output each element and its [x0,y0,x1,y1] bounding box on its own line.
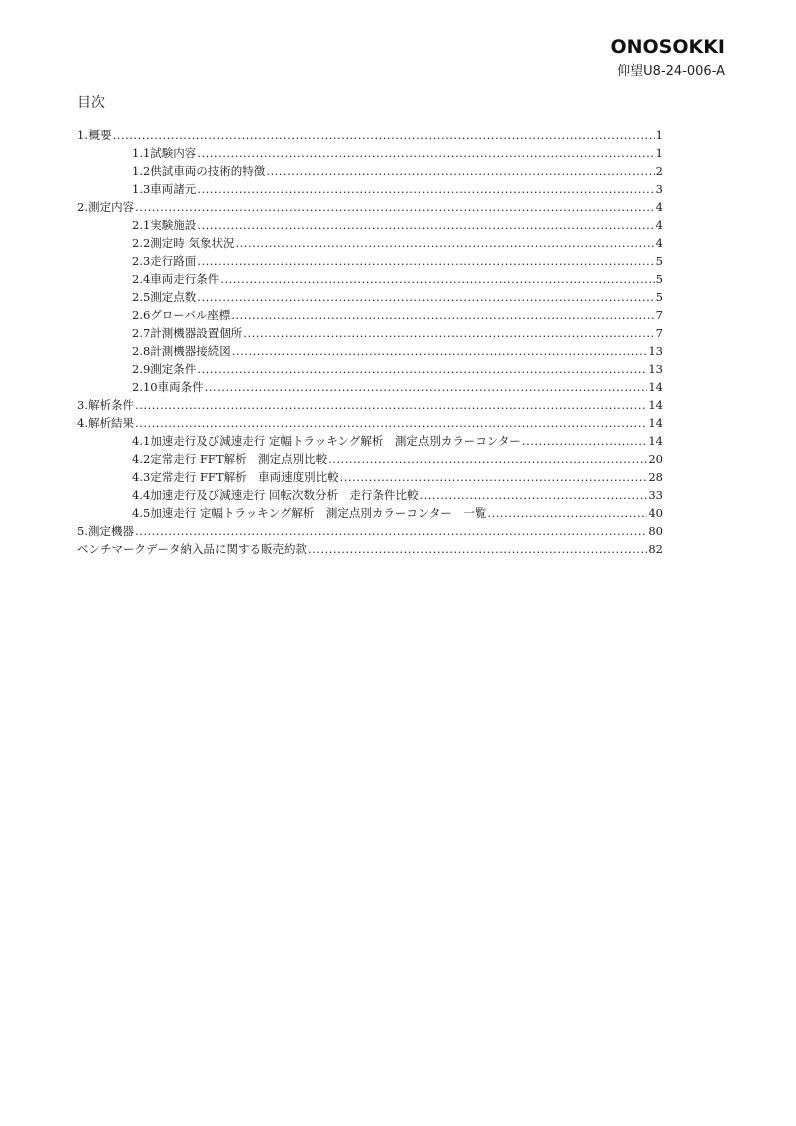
toc-entry-title: ベンチマークデータ納入品に関する販売約款 [77,542,307,556]
toc-entry-page: 4 [655,236,663,250]
toc-entry[interactable] [77,306,663,324]
toc-entry-title: 計測機器接続図 [150,344,231,358]
toc-entry-number: 2.1 [132,218,151,232]
company-logo: ONOSOKKI [610,36,725,58]
toc-entry-page: 4 [655,218,663,232]
toc-entry[interactable] [77,504,663,522]
toc-entry-page: 3 [655,182,663,196]
toc-entry-page: 1 [655,128,663,142]
toc-dot-leader [308,540,647,558]
toc-entry-title: 加速走行及び減速走行 定幅トラッキング解析 測定点別カラーコンター [150,434,521,448]
toc-entry[interactable] [77,486,663,504]
toc-entry[interactable] [77,144,663,162]
toc-entry[interactable] [77,288,663,306]
toc-entry[interactable] [77,522,663,540]
toc-entry-page: 14 [648,434,663,448]
toc-entry[interactable] [77,450,663,468]
toc-entry[interactable] [77,540,663,558]
toc-entry-number: 2.7 [132,326,151,340]
toc-entry[interactable] [77,180,663,198]
toc-entry-number: 1.3 [132,182,151,196]
toc-entry-title: 実験施設 [150,218,197,232]
toc-entry-page: 14 [648,380,663,394]
toc-entry-title: グローバル座標 [150,308,231,322]
toc-entry-title: 加速走行 定幅トラッキング解析 測定点別カラーコンター 一覧 [150,506,487,520]
toc-entry-page: 7 [655,326,663,340]
toc-entry-title: 加速走行及び減速走行 回転次数分析 走行条件比較 [150,488,419,502]
toc-entry-number: 4.2 [132,452,151,466]
toc-entry-title: 測定点数 [150,290,197,304]
toc-entry-title: 定常走行 FFT解析 測定点別比較 [150,452,328,466]
toc-dot-leader [197,288,654,306]
toc-dot-leader [197,144,654,162]
toc-entry-title: 車両条件 [157,380,204,394]
toc-entry-page: 2 [655,164,663,178]
toc-dot-leader [135,396,647,414]
toc-dot-leader [135,414,647,432]
toc-entry-title: 測定機器 [88,524,135,538]
toc-dot-leader [243,324,654,342]
toc-entry-title: 走行路面 [150,254,197,268]
toc-entry-number: 1.2 [132,164,151,178]
toc-entry[interactable] [77,360,663,378]
toc-entry-page: 20 [648,452,663,466]
toc-entry[interactable] [77,414,663,432]
toc-entry[interactable] [77,216,663,234]
toc-dot-leader [487,504,647,522]
toc-dot-leader [197,180,654,198]
toc-dot-leader [266,162,654,180]
toc-entry[interactable] [77,162,663,180]
document-number: 仰望U8-24-006-A [617,64,725,79]
toc-entry-number: 4.5 [132,506,151,520]
toc-dot-leader [197,360,647,378]
toc-entry-page: 14 [648,416,663,430]
toc-entry-number: 2.8 [132,344,151,358]
toc-entry[interactable] [77,342,663,360]
toc-entry-number: 1. [77,128,88,142]
toc-dot-leader [340,468,648,486]
toc-entry-page: 5 [655,290,663,304]
toc-entry-title: 解析条件 [88,398,135,412]
toc-entry-title: 車両諸元 [150,182,197,196]
toc-entry-title: 測定内容 [88,200,135,214]
toc-entry-number: 4.3 [132,470,151,484]
toc-entry-page: 80 [648,524,663,538]
toc-entry-number: 4. [77,416,88,430]
toc-entry-page: 4 [655,200,663,214]
toc-entry-page: 14 [648,398,663,412]
toc-entry-title: 計測機器設置個所 [150,326,243,340]
toc-entry-number: 4.4 [132,488,151,502]
toc-entry-page: 40 [648,506,663,520]
toc-dot-leader [328,450,647,468]
toc-dot-leader [220,270,654,288]
toc-entry[interactable] [77,198,663,216]
toc-entry[interactable] [77,234,663,252]
toc-entry-page: 13 [648,344,663,358]
toc-entry-number: 3. [77,398,88,412]
toc-entry[interactable] [77,396,663,414]
toc-dot-leader [232,342,648,360]
toc-entry[interactable] [77,270,663,288]
toc-dot-leader [197,252,654,270]
toc-dot-leader [113,126,655,144]
toc-entry-number: 2. [77,200,88,214]
toc-entry[interactable] [77,252,663,270]
toc-entry-title: 供試車両の技術的特徴 [150,164,266,178]
toc-entry-number: 2.10 [132,380,158,394]
toc-entry-page: 1 [655,146,663,160]
toc-dot-leader [135,522,647,540]
toc-dot-leader [419,486,647,504]
toc-entry-page: 82 [648,542,663,556]
toc-entry[interactable] [77,432,663,450]
toc-dot-leader [522,432,647,450]
toc-dot-leader [135,198,655,216]
toc-entry[interactable] [77,324,663,342]
toc-dot-leader [197,216,654,234]
toc-entry-title: 車両走行条件 [150,272,220,286]
toc-entry-page: 5 [655,254,663,268]
toc-entry-title: 概要 [88,128,112,142]
toc-entry-number: 2.9 [132,362,151,376]
toc-entry-page: 28 [648,470,663,484]
toc-entry-title: 測定時 気象状況 [150,236,235,250]
toc-entry[interactable] [77,378,663,396]
toc-dot-leader [231,306,654,324]
toc-entry-number: 2.6 [132,308,151,322]
toc-entry[interactable] [77,126,663,144]
toc-entry-title: 定常走行 FFT解析 車両速度別比較 [150,470,339,484]
toc-entry-title: 解析結果 [88,416,135,430]
toc-entry-page: 13 [648,362,663,376]
toc-entry-number: 2.3 [132,254,151,268]
toc-title: 目次 [77,95,105,111]
toc-dot-leader [205,378,648,396]
toc-entry-title: 測定条件 [150,362,197,376]
page-header [525,36,725,80]
toc-entry-number: 4.1 [132,434,151,448]
toc-entry-number: 2.2 [132,236,151,250]
toc-entry-number: 2.5 [132,290,151,304]
toc-entry-number: 5. [77,524,88,538]
toc-entry-number: 2.4 [132,272,151,286]
toc-dot-leader [235,234,654,252]
table-of-contents [77,126,663,558]
toc-entry[interactable] [77,468,663,486]
toc-entry-page: 7 [655,308,663,322]
toc-entry-title: 試験内容 [150,146,197,160]
toc-entry-number: 1.1 [132,146,151,160]
toc-entry-page: 5 [655,272,663,286]
toc-entry-page: 33 [648,488,663,502]
